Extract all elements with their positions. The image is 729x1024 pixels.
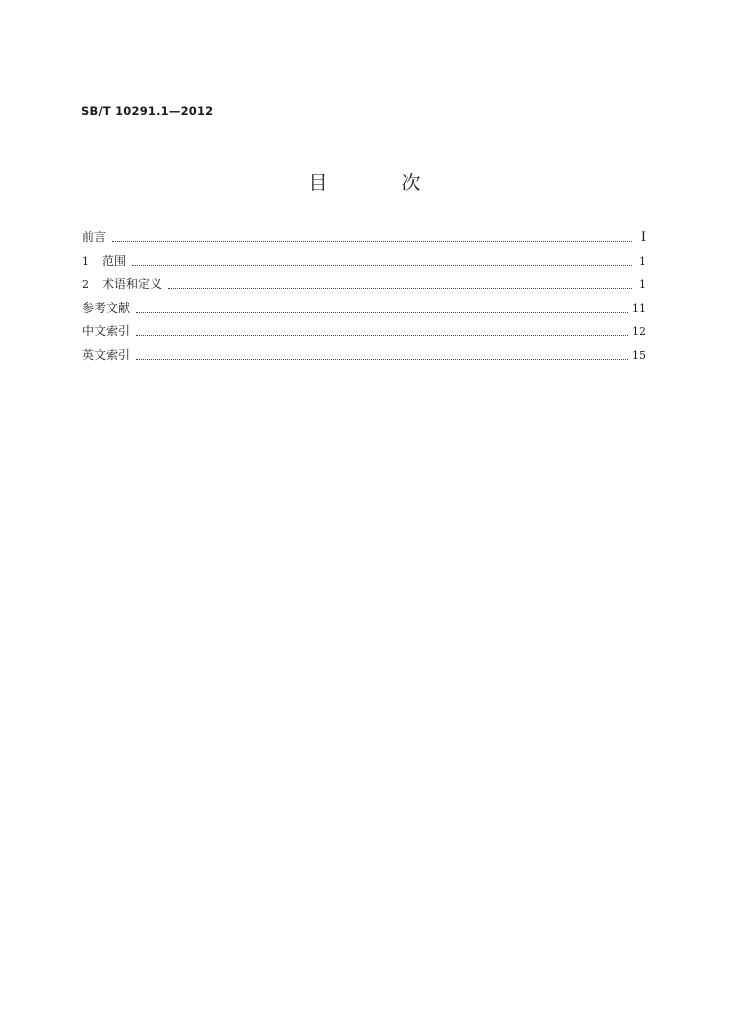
toc-entry-terms-definitions[interactable] — [82, 273, 646, 297]
toc-entry-number: 2 — [82, 278, 89, 291]
toc-entry-page: 1 — [639, 278, 646, 291]
toc-entry-label: 英文索引 — [82, 347, 131, 362]
table-of-contents — [82, 226, 646, 367]
toc-entry-page: Ⅰ — [640, 230, 646, 245]
dot-leader — [136, 347, 628, 360]
toc-entry-foreword[interactable] — [82, 226, 646, 250]
dot-leader — [132, 253, 632, 266]
toc-entry-page: 12 — [632, 325, 646, 338]
toc-entry-english-index[interactable] — [82, 344, 646, 368]
toc-entry-label: 参考文献 — [82, 300, 131, 315]
toc-entry-chinese-index[interactable] — [82, 320, 646, 344]
dot-leader — [136, 300, 628, 313]
toc-entry-label: 术语和定义 — [102, 277, 163, 291]
toc-title: 目 次 — [308, 172, 455, 194]
toc-entry-label: 范围 — [102, 253, 127, 268]
toc-entry-scope[interactable] — [82, 250, 646, 274]
toc-entry-page: 15 — [632, 348, 646, 362]
dot-leader — [168, 276, 632, 289]
toc-entry-label: 前言 — [82, 230, 107, 244]
toc-entry-number: 1 — [82, 254, 89, 268]
dot-leader — [112, 229, 632, 242]
toc-entry-page: 11 — [632, 301, 646, 315]
toc-entry-bibliography[interactable] — [82, 297, 646, 321]
toc-entry-page: 1 — [639, 254, 646, 268]
toc-entry-label: 中文索引 — [82, 324, 131, 338]
standard-code: SB/T 10291.1—2012 — [81, 104, 214, 118]
dot-leader — [136, 323, 628, 336]
